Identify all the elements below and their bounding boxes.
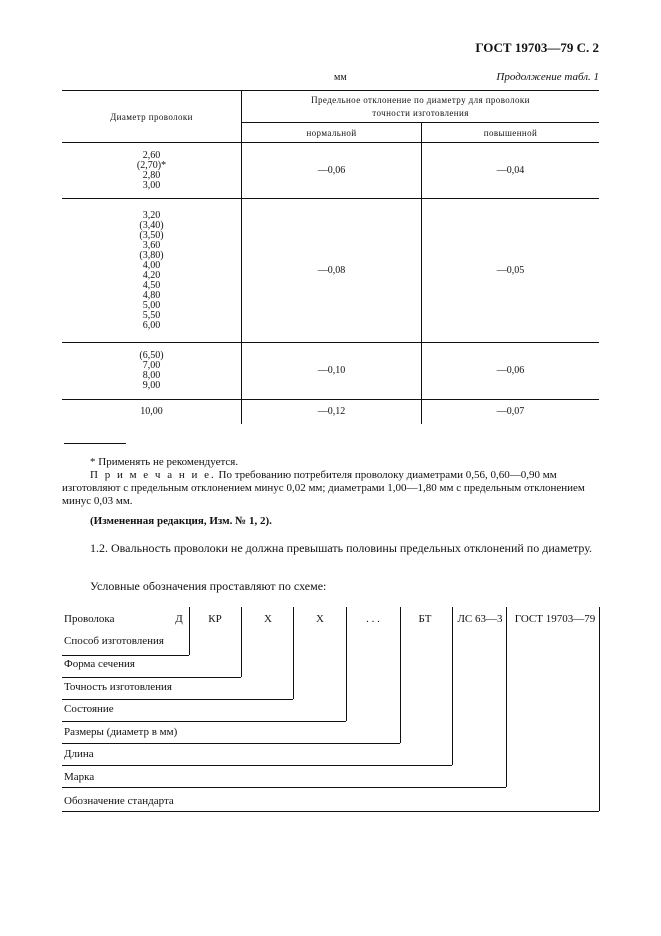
scheme-label: Размеры (диаметр в мм): [64, 726, 178, 738]
scheme-product: Проволока: [64, 613, 115, 625]
normal-cell: —0,10: [242, 343, 422, 400]
diameter-value: 3,00: [142, 179, 161, 191]
scheme-connector: [241, 607, 242, 677]
diameter-value: 4,20: [142, 269, 161, 281]
scheme-label: Марка: [64, 771, 95, 783]
table-unit: мм: [334, 72, 347, 83]
revision-note: (Измененная редакция, Изм. № 1, 2).: [90, 515, 272, 527]
note-text: По требованию потребителя проволоку диаметрами 0,56, 0,60—0,90 мм изготовляют с предельным отклонением минус 0,02 мм; диаметрами 1,00—1,80 мм с предельным отклонением минус 0,03 мм.: [62, 469, 585, 507]
high-cell: —0,07: [422, 400, 600, 424]
diameter-value: 4,50: [142, 279, 161, 291]
scheme-code: Х: [316, 613, 324, 625]
scheme-connector: [189, 607, 190, 655]
diameter-value: (3,50): [139, 229, 164, 241]
scheme-connector: [62, 655, 189, 656]
note-label: П р и м е ч а н и е.: [90, 469, 216, 481]
normal-cell: —0,06: [242, 143, 422, 199]
scheme-connector: [62, 765, 452, 766]
scheme-code: ГОСТ 19703—79: [514, 613, 596, 625]
scheme-intro: Условные обозначения проставляют по схеме:: [90, 579, 327, 593]
diameter-value: 8,00: [142, 370, 161, 381]
footnote: * Применять не рекомендуется.: [90, 456, 239, 468]
scheme-connector: [62, 721, 346, 722]
normal-cell: —0,12: [242, 400, 422, 424]
diameter-value: 4,80: [142, 289, 161, 301]
diameter-value: (2,70)*: [136, 159, 167, 171]
diameter-value: (3,80): [139, 249, 164, 261]
scheme-code: . . .: [366, 613, 380, 625]
high-cell: —0,06: [422, 343, 600, 400]
diameter-value: 3,20: [142, 209, 161, 221]
scheme-connector: [400, 607, 401, 743]
col-header-diameter: Диаметр проволоки: [62, 91, 242, 143]
high-cell: —0,05: [422, 199, 600, 343]
diameter-value: 7,00: [142, 360, 161, 371]
diameter-value: (6,50): [139, 350, 164, 361]
scheme-connector: [62, 787, 506, 788]
scheme-code: Д: [175, 613, 183, 625]
col-header-normal: нормальной: [242, 123, 422, 143]
diameter-value: 9,00: [142, 380, 161, 391]
scheme-connector: [293, 607, 294, 699]
scheme-connector: [62, 811, 599, 812]
diameter-value: 6,00: [142, 319, 161, 331]
diameter-value: 4,00: [142, 259, 161, 271]
diameter-value: 5,50: [142, 309, 161, 321]
scheme-label: Способ изготовления: [64, 635, 164, 647]
diameter-value: 2,80: [142, 169, 161, 181]
scheme-connector: [599, 607, 600, 811]
page-header: ГОСТ 19703—79 С. 2: [475, 40, 599, 55]
diameter-value: (3,40): [139, 219, 164, 231]
col-group-line2: точности изготовления: [372, 108, 469, 118]
clause-1-2: 1.2. Овальность проволоки не должна превышать половины предельных отклонений по диаметру.: [90, 541, 593, 555]
scheme-code: Х: [264, 613, 272, 625]
col-group-line1: Предельное отклонение по диаметру для проволоки: [311, 95, 530, 105]
scheme-label: Обозначение стандарта: [64, 795, 174, 807]
scheme-connector: [452, 607, 453, 765]
scheme-code: БТ: [418, 613, 432, 625]
scheme-connector: [346, 607, 347, 721]
scheme-connector: [62, 743, 400, 744]
scheme-label: Длина: [64, 748, 94, 760]
scheme-label: Форма сечения: [64, 658, 135, 670]
diameter-value: 3,60: [142, 239, 161, 251]
scheme-code: КР: [208, 613, 222, 625]
scheme-connector: [506, 607, 507, 787]
scheme-label: Состояние: [64, 703, 114, 715]
high-cell: —0,04: [422, 143, 600, 199]
col-header-high: повышенной: [422, 123, 600, 143]
scheme-code: ЛС 63—3: [457, 613, 503, 625]
scheme-connector: [62, 677, 241, 678]
scheme-label: Точность изготовления: [64, 681, 172, 693]
diameter-value: 5,00: [142, 299, 161, 311]
diameter-value: 10,00: [140, 405, 163, 417]
diameter-value: 2,60: [142, 149, 161, 161]
scheme-connector: [62, 699, 293, 700]
normal-cell: —0,08: [242, 199, 422, 343]
table-continuation: Продолжение табл. 1: [496, 71, 599, 83]
